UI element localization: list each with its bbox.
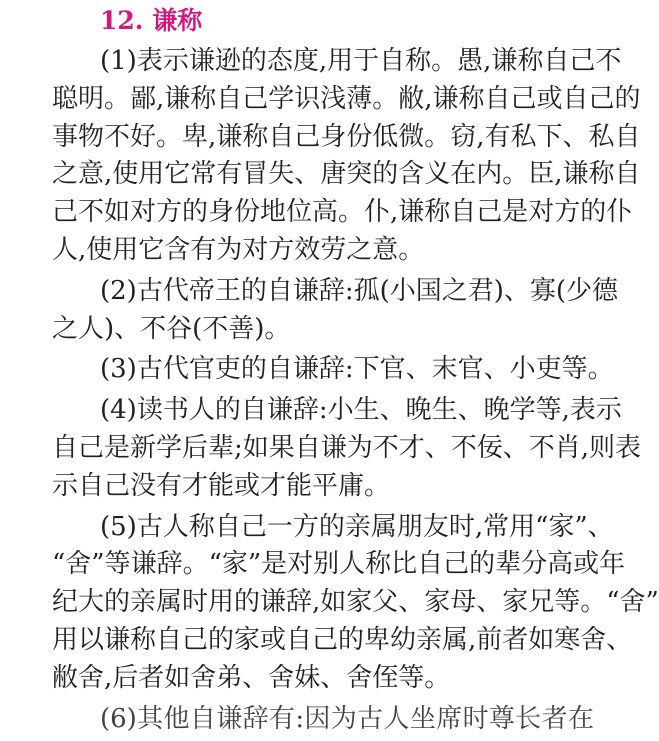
paragraph bbox=[52, 43, 641, 270]
paragraph bbox=[52, 392, 642, 505]
text-line: 敝舍,后者如舍弟、舍妹、舍侄等。 bbox=[52, 662, 451, 693]
document-body bbox=[52, 43, 659, 741]
paragraph bbox=[52, 351, 614, 389]
text-line: 纪大的亲属时用的谦辞,如家父、家母、家兄等。“舍” bbox=[52, 587, 659, 618]
text-line: (4)读书人的自谦辞:小生、晚生、晚学等,表示 bbox=[100, 395, 622, 426]
text-line: 人,使用它含有为对方效劳之意。 bbox=[52, 234, 425, 265]
text-line: 之人)、不谷(不善)。 bbox=[52, 313, 291, 344]
paragraph bbox=[52, 509, 659, 698]
text-line: 示自己没有才能或才能平庸。 bbox=[52, 470, 391, 501]
text-line: 聪明。鄙,谦称自己学识浅薄。敝,谦称自己或自己的 bbox=[52, 83, 641, 114]
text-line: 己不如对方的身份地位高。仆,谦称自己是对方的仆 bbox=[52, 197, 633, 228]
text-line: “舍”等谦辞。“家”是对别人称比自己的辈分高或年 bbox=[52, 549, 626, 580]
text-line: 自己是新学后辈;如果自谦为不才、不佞、不肖,则表 bbox=[52, 432, 642, 463]
text-line: 用以谦称自己的家或自己的卑幼亲属,前者如寒舍、 bbox=[52, 624, 633, 655]
paragraph bbox=[52, 273, 619, 349]
section-title: 12. 谦称 bbox=[100, 6, 203, 35]
text-line: (1)表示谦逊的态度,用于自称。愚,谦称自己不 bbox=[100, 46, 622, 76]
text-line: 之意,使用它常有冒失、唐突的含义在内。臣,谦称自 bbox=[52, 159, 641, 190]
text-line: (5)古人称自己一方的亲属朋友时,常用“家”、 bbox=[100, 511, 614, 542]
text-line: (3)古代官吏的自谦辞:下官、末官、小吏等。 bbox=[100, 354, 614, 385]
text-line: (2)古代帝王的自谦辞:孤(小国之君)、寡(少德 bbox=[100, 275, 619, 306]
text-line: 事物不好。卑,谦称自己身份低微。窃,有私下、私自 bbox=[52, 121, 641, 152]
paragraph bbox=[52, 701, 594, 739]
text-line: (6)其他自谦辞有:因为古人坐席时尊长者在 bbox=[100, 703, 594, 734]
